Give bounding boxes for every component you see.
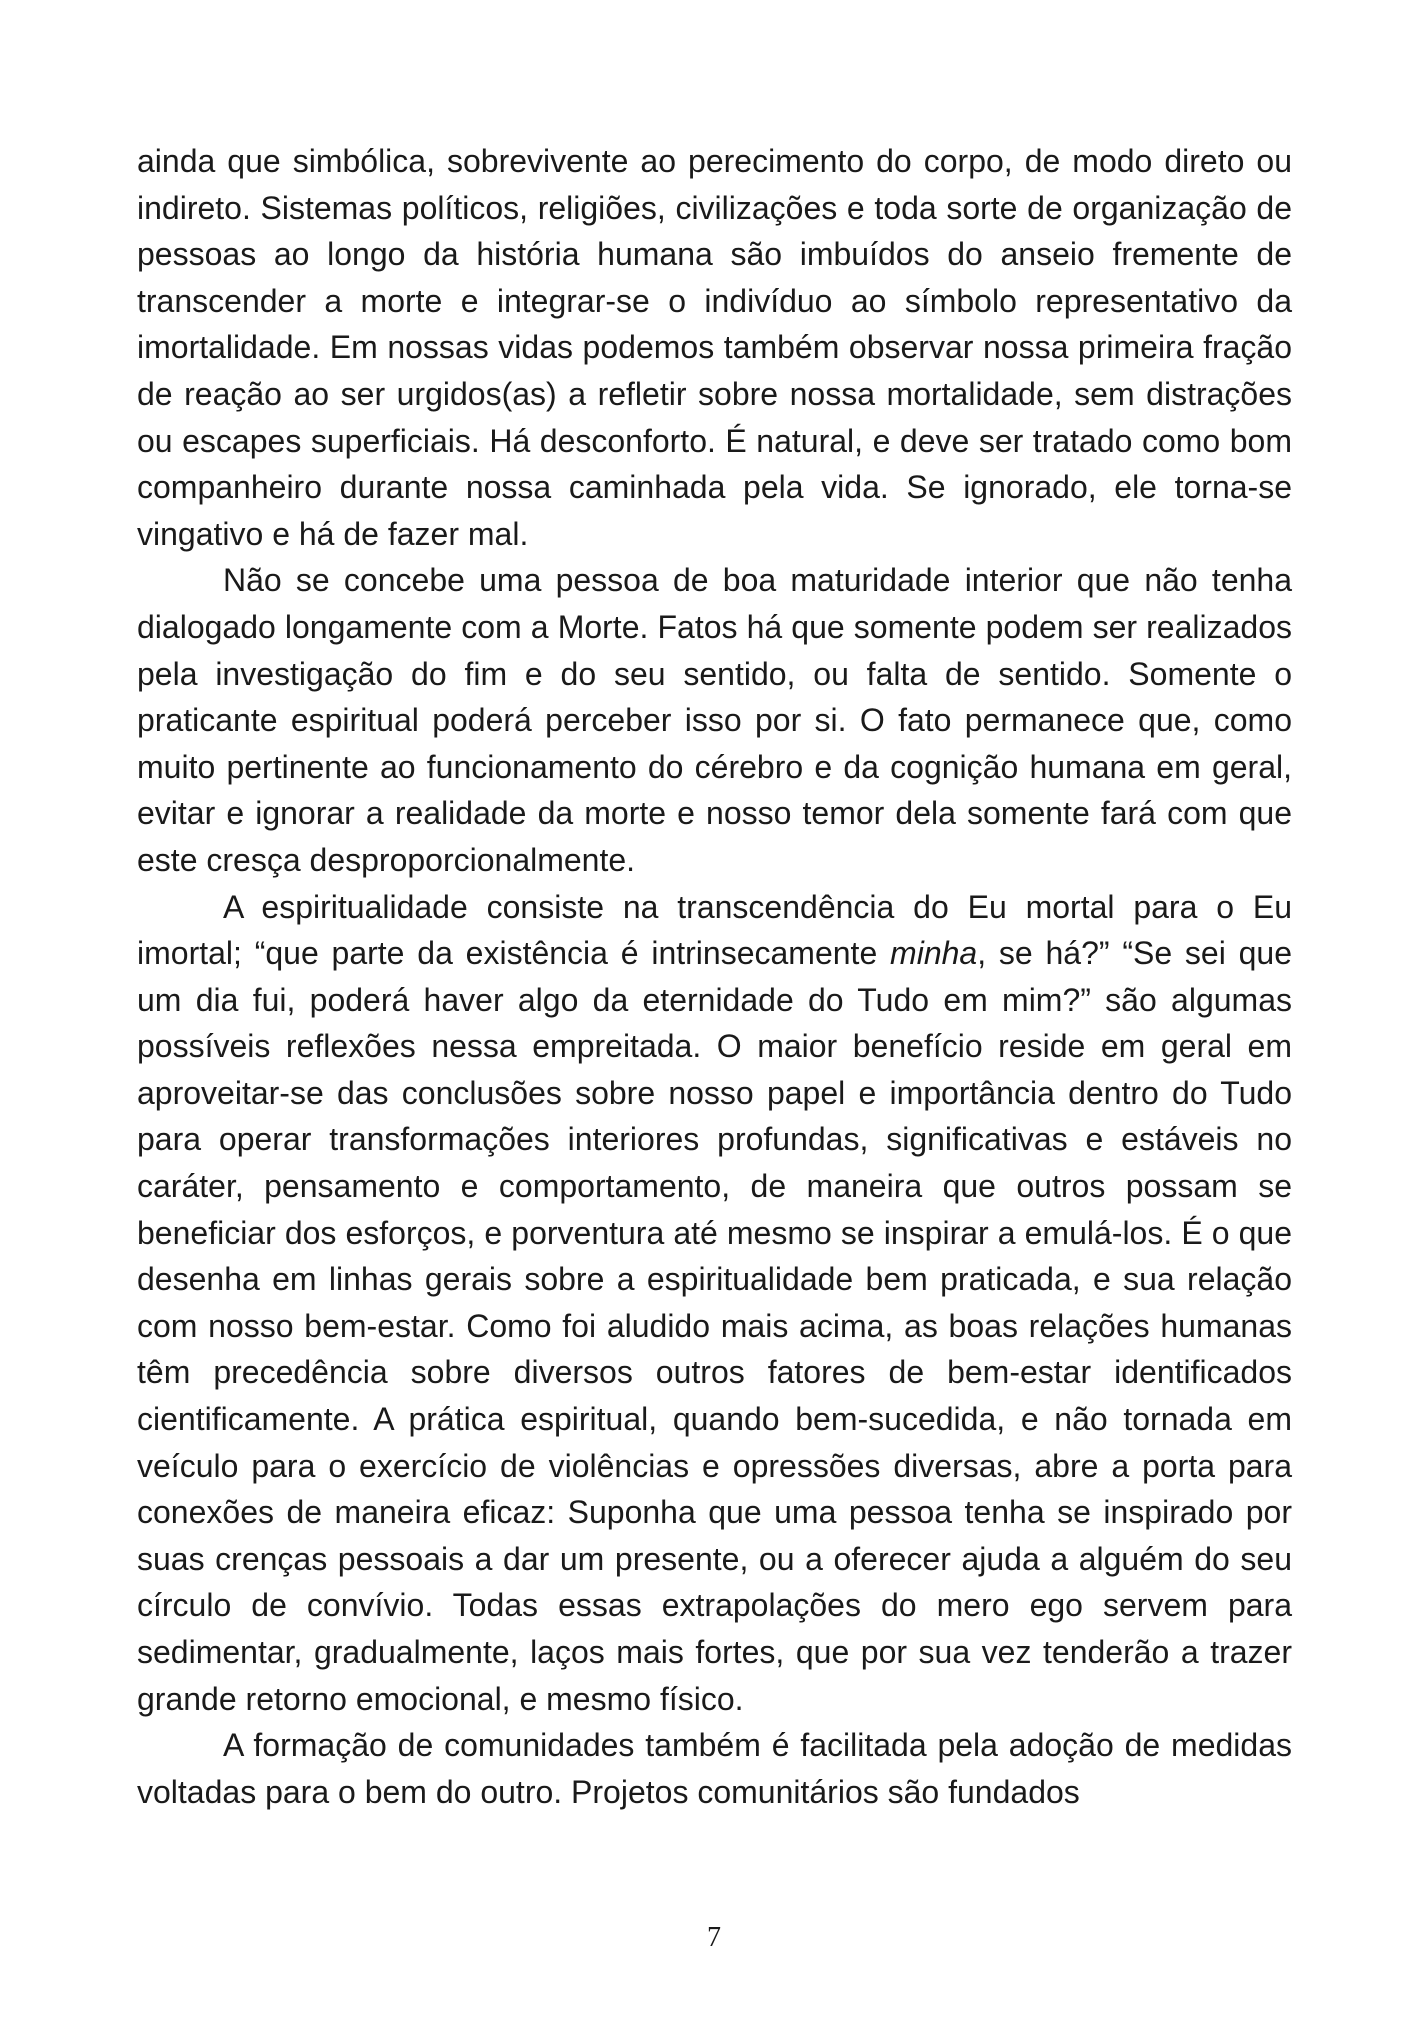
paragraph-3 (137, 884, 1292, 1723)
body-text (137, 138, 1292, 1815)
paragraph-1 (137, 138, 1292, 557)
paragraph-3-text-a: A espiritualidade consiste na transcendência do Eu mortal para o Eu imortal; “que parte da existência é intrinsecamente (137, 888, 1292, 972)
paragraph-3-italic-word: minha (890, 935, 978, 972)
paragraph-1-text: ainda que simbólica, sobrevivente ao perecimento do corpo, de modo direto ou indireto. Sistemas políticos, religiões, civilizações e toda sorte de organização de pessoas ao longo da história humana são imbuídos do anseio fremente de transcender a morte e integrar-se o indivíduo ao símbolo representativo da imortalidade. Em nossas vidas podemos também observar nossa primeira fração de reação ao ser urgidos(as) a refletir sobre nossa mortalidade, sem distrações ou escapes superficiais. Há desconforto. É natural, e deve ser tratado como bom companheiro durante nossa caminhada pela vida. Se ignorado, ele torna-se vingativo e há de fazer mal. (137, 143, 1292, 552)
paragraph-4-text: A formação de comunidades também é facilitada pela adoção de medidas voltadas para o bem do outro. Projetos comunitários são fundados (137, 1727, 1292, 1810)
page-number: 7 (707, 1922, 721, 1953)
paragraph-2-text: Não se concebe uma pessoa de boa maturidade interior que não tenha dialogado longamente com a Morte. Fatos há que somente podem ser realizados pela investigação do fim e do seu sentido, ou falta de sentido. Somente o praticante espiritual poderá perceber isso por si. O fato permanece que, como muito pertinente ao funcionamento do cérebro e da cognição humana em geral, evitar e ignorar a realidade da morte e nosso temor dela somente fará com que este cresça desproporcionalmente. (137, 562, 1292, 878)
paragraph-3-text-b: , se há?” “Se sei que um dia fui, poderá haver algo da eternidade do Tudo em mim?” são algumas possíveis reflexões nessa empreitada. O maior benefício reside em geral em aproveitar-se das conclusões sobre nosso papel e importância dentro do Tudo para operar transformações interiores profundas, significativas e estáveis no caráter, pensamento e comportamento, de maneira que outros possam se beneficiar dos esforços, e porventura até mesmo se inspirar a emulá-los. É o que desenha em linhas gerais sobre a espiritualidade bem praticada, e sua relação com nosso bem-estar. Como foi aludido mais acima, as boas relações humanas têm precedência sobre diversos outros fatores de bem-estar identificados cientificamente. A prática espiritual, quando bem-sucedida, e não tornada em veículo para o exercício de violências e opressões diversas, abre a porta para conexões de maneira eficaz: Suponha que uma pessoa tenha se inspirado por suas crenças pessoais a dar um presente, ou a oferecer ajuda a alguém do seu círculo de convívio. Todas essas extrapolações do mero ego servem para sedimentar, gradualmente, laços mais fortes, que por sua vez tenderão a trazer grande retorno emocional, e mesmo físico. (137, 935, 1293, 1717)
paragraph-2 (137, 557, 1292, 883)
paragraph-4 (137, 1722, 1292, 1815)
